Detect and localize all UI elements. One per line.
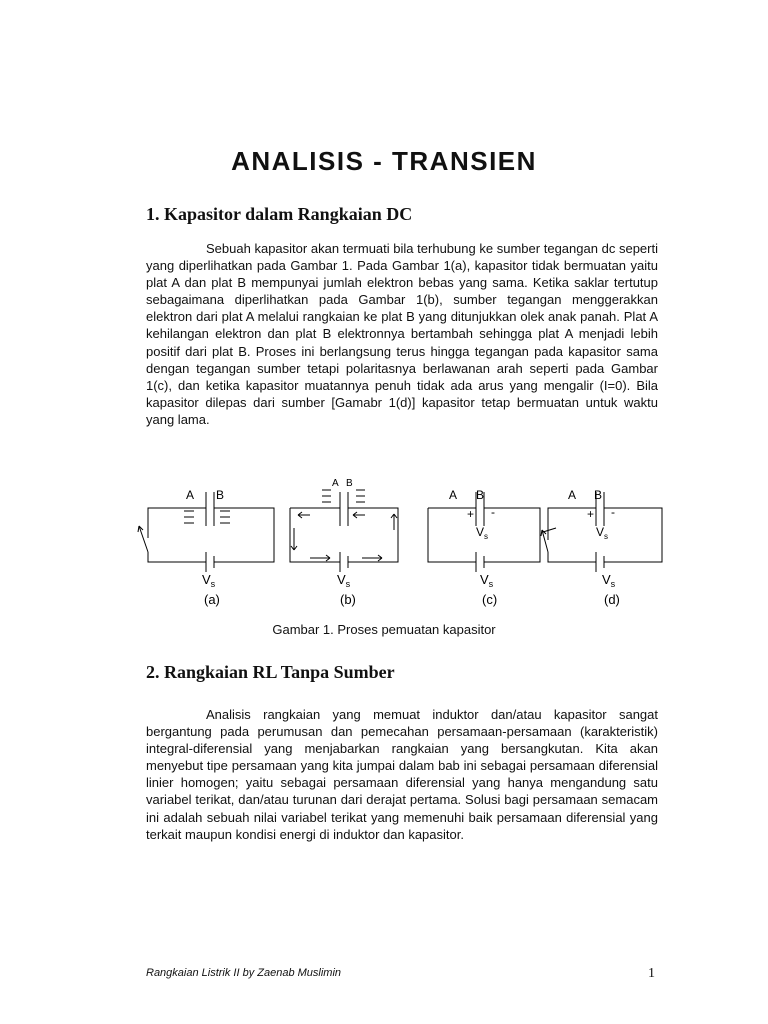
- figure-label-c: (c): [482, 592, 498, 607]
- figure-label-a: (a): [204, 592, 220, 607]
- plus-sign-d: +: [587, 507, 595, 521]
- cap-voltage-label-c: $V_s$: [476, 525, 489, 541]
- plate-a-label-c: A: [449, 488, 458, 502]
- section-2-heading: 2. Rangkaian RL Tanpa Sumber: [146, 662, 395, 682]
- figure-caption: Gambar 1. Proses pemuatan kapasitor: [272, 622, 496, 637]
- minus-sign-c: -: [491, 505, 495, 519]
- circuit-d: [541, 488, 662, 607]
- source-label-b: $V_s$: [337, 572, 351, 589]
- page-title: ANALISIS - TRANSIEN: [231, 146, 537, 176]
- plate-a-label-b: A: [332, 478, 339, 489]
- plate-b-label-a: B: [216, 488, 225, 502]
- circuit-a: [138, 488, 274, 607]
- plate-b-label-c: B: [476, 488, 485, 502]
- circuit-c: [428, 488, 540, 607]
- source-label-d: $V_s$: [602, 572, 616, 589]
- plus-sign-c: +: [467, 507, 475, 521]
- section-2-paragraph: Analisis rangkaian yang memuat induktor dan/atau kapasitor sangat bergantung pada perumusan dan pemecahan persamaan-persamaan (karakteristik) integral-diferensial yang menjabarkan rangkaian yang bersangkutan. Kita akan menyebut tipe persamaan yang kita jumpai dalam bab ini sebagai persamaan diferensial linier homogen; yaitu sebagai persamaan diferensial yang hanya mengandung satu variabel terikat, dan/atau turunan dari derajat pertama. Solusi bagi persamaan semacam ini adalah sebuah nilai variabel terikat yang memenuhi baik persamaan diferensial yang terkait maupun kondisi energi di induktor dan kapasitor.: [146, 707, 658, 842]
- plate-a-label-d: A: [568, 488, 577, 502]
- footer-author: Rangkaian Listrik II by Zaenab Muslimin: [146, 967, 342, 979]
- cap-voltage-label-d: $V_s$: [596, 525, 609, 541]
- section-1-paragraph: Sebuah kapasitor akan termuati bila terhubung ke sumber tegangan dc seperti yang diperlihatkan pada Gambar 1. Pada Gambar 1(a), kapasitor tidak bermuatan yaitu plat A dan plat B mempunyai jumlah elektron bebas yang sama. Ketika saklar tertutup sebagaimana diperlihatkan pada Gambar 1(b), sumber tegangan menggerakkan elektron dari plat A melalui rangkaian ke plat B yang ditunjukkan olek anak panah. Plat A kehilangan elektron dan plat B elektronnya bertambah sehingga plat A menjadi lebih positif dari plat B. Proses ini berlangsung terus hingga tegangan pada kapasitor sama dengan tegangan sumber tetapi polaritasnya berlawanan arah seperti pada Gambar 1(c), dan ketika kapasitor muatannya penuh tidak ada arus yang mengalir (I=0). Bila kapasitor dilepas dari sumber [Gamabr 1(d)] kapasitor tetap bermuatan untuk waktu yang lama.: [146, 241, 658, 427]
- source-label-a: $V_s$: [202, 572, 216, 589]
- page-number: 1: [648, 966, 655, 981]
- figure-label-b: (b): [340, 592, 356, 607]
- plate-b-label-b: B: [346, 478, 353, 489]
- capacitor-circuit-figure: [130, 470, 670, 612]
- circuit-b: [290, 478, 398, 607]
- figure-label-d: (d): [604, 592, 620, 607]
- minus-sign-d: -: [611, 505, 615, 519]
- source-label-c: $V_s$: [480, 572, 494, 589]
- plate-a-label-a: A: [186, 488, 195, 502]
- section-1-heading: 1. Kapasitor dalam Rangkaian DC: [146, 204, 413, 224]
- plate-b-label-d: B: [594, 488, 603, 502]
